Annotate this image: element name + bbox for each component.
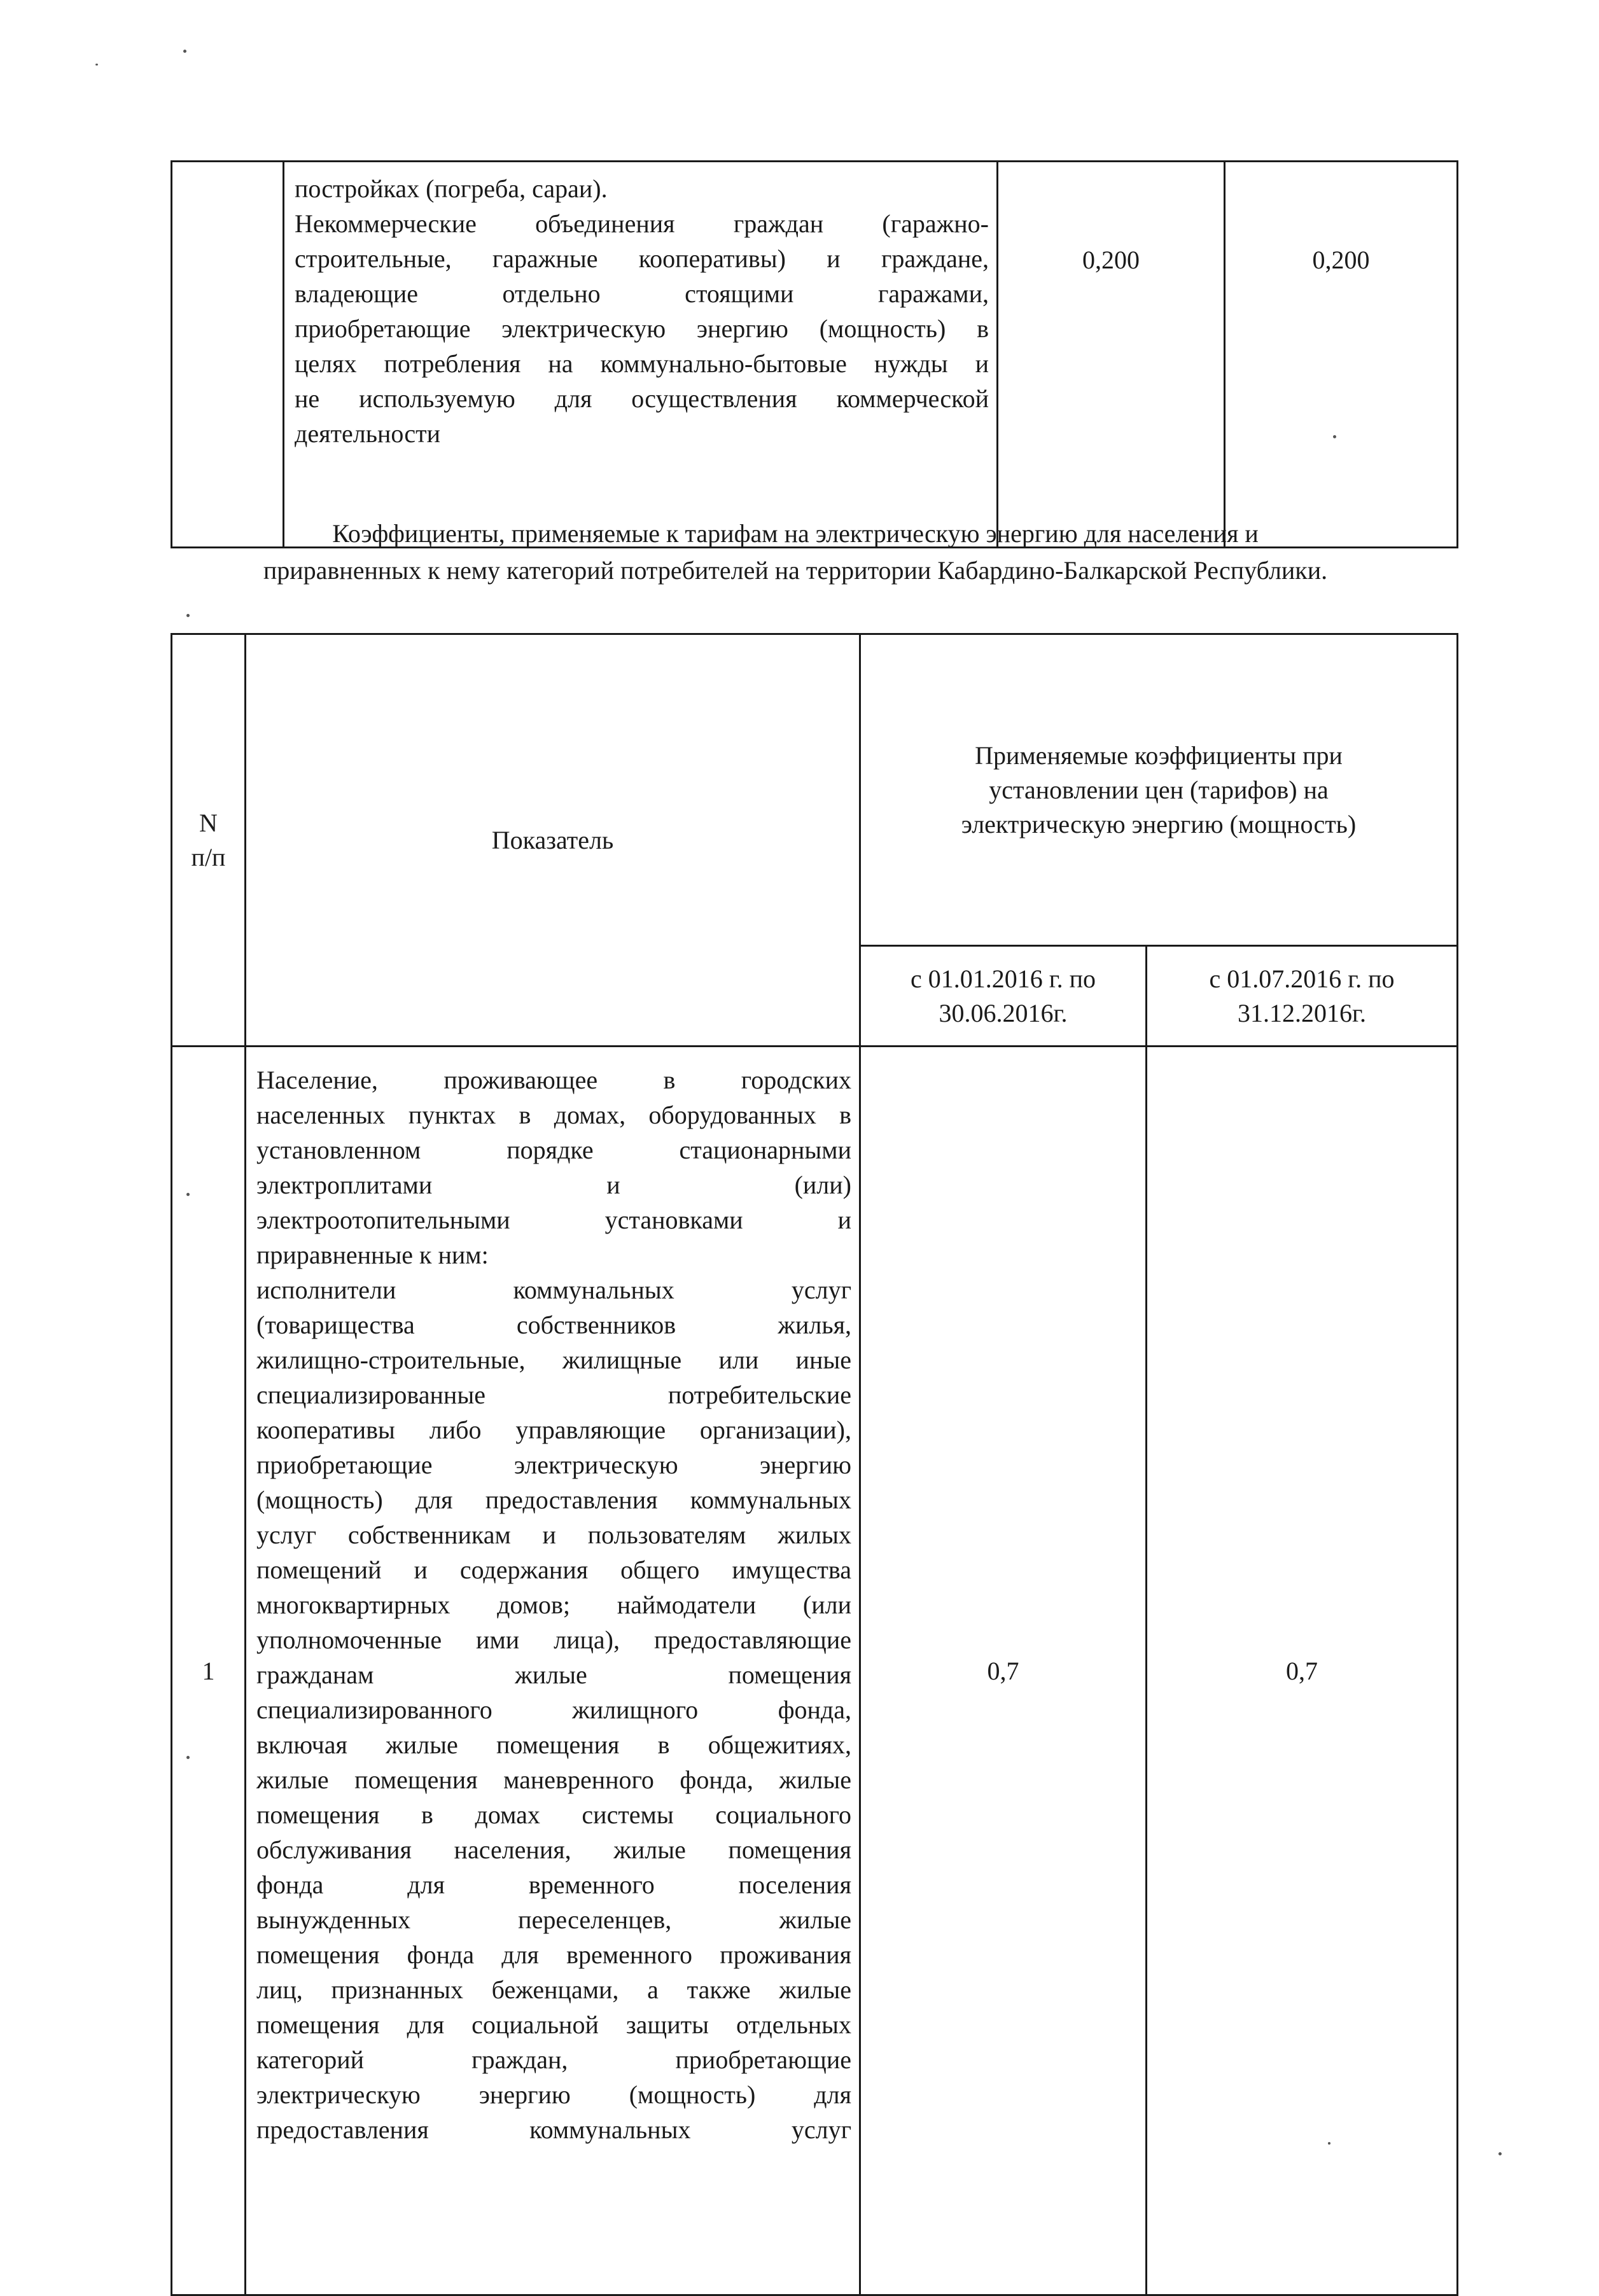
heading-line: Коэффициенты, применяемые к тарифам на электрическую энергию для населения и	[332, 519, 1259, 548]
text-line: (товарищества собственников жилья,	[256, 1311, 851, 1339]
table-row	[172, 1047, 1458, 2295]
header-period-1	[860, 946, 1147, 1047]
coefficients-table	[171, 633, 1458, 2296]
header-coefficients-line: установлении цен (тарифов) на	[989, 775, 1329, 804]
text-line: электроотопительными установками и	[256, 1206, 851, 1234]
header-number-line: п/п	[191, 842, 226, 872]
header-period-line: 31.12.2016г.	[1238, 998, 1366, 1027]
header-indicator: Показатель	[246, 634, 860, 1047]
text-line: категорий граждан, приобретающие	[256, 2045, 851, 2074]
text-line: специализированные потребительские	[256, 1381, 851, 1409]
text-line: помещения в домах системы социального	[256, 1800, 851, 1829]
text-line: вынужденных переселенцев, жилые	[256, 1905, 851, 1934]
header-period-line: с 01.07.2016 г. по	[1209, 964, 1395, 993]
table-row	[172, 162, 1458, 548]
text-line: строительные, гаражные кооперативы) и граждане,	[295, 244, 989, 273]
text-line: многоквартирных домов; наймодатели (или	[256, 1590, 851, 1619]
text-line: приобретающие электрическую энергию (мощность) в	[295, 314, 989, 343]
text-line: целях потребления на коммунально-бытовые нужды и	[295, 349, 989, 378]
text-line: уполномоченные ими лица), предоставляющие	[256, 1625, 851, 1654]
text-line: электрическую энергию (мощность) для	[256, 2080, 851, 2109]
number-cell	[172, 162, 284, 548]
text-line: помещения для социальной защиты отдельных	[256, 2010, 851, 2039]
text-line: гражданам жилые помещения	[256, 1660, 851, 1689]
text-line: электроплитами и (или)	[256, 1171, 851, 1199]
value-cell: 0,200	[1225, 162, 1458, 548]
text-line: предоставления коммунальных услуг	[256, 2115, 851, 2144]
heading-line: приравненных к нему категорий потребителей на территории Кабардино-Балкарской Республики.	[263, 556, 1328, 585]
value-cell: 0,7	[1147, 1047, 1458, 2295]
value-cell: 0,200	[998, 162, 1225, 548]
text-line: не используемую для осуществления коммерческой	[295, 384, 989, 413]
scan-speck	[95, 64, 98, 66]
header-number-line: N	[199, 808, 218, 837]
header-coefficients-line: Применяемые коэффициенты при	[975, 741, 1343, 770]
text-line: фонда для временного поселения	[256, 1870, 851, 1899]
value-cell: 0,7	[860, 1047, 1147, 2295]
text-line: услуг собственникам и пользователям жилых	[256, 1520, 851, 1549]
text-line: специализированного жилищного фонда,	[256, 1695, 851, 1724]
text-line: жилые помещения маневренного фонда, жилые	[256, 1765, 851, 1794]
header-period-line: 30.06.2016г.	[939, 998, 1068, 1027]
indicator-text	[246, 1047, 859, 2147]
text-line: обслуживания населения, жилые помещения	[256, 1835, 851, 1864]
text-line: Некоммерческие объединения граждан (гаражно-	[295, 209, 989, 238]
row-number: 1	[172, 1047, 246, 2295]
text-line: владеющие отдельно стоящими гаражами,	[295, 279, 989, 308]
text-line: помещений и содержания общего имущества	[256, 1555, 851, 1584]
text-line: (мощность) для предоставления коммунальных	[256, 1485, 851, 1514]
header-row	[172, 634, 1458, 946]
text-line: приобретающие электрическую энергию	[256, 1451, 851, 1479]
text-line: Население, проживающее в городских	[256, 1066, 851, 1094]
indicator-cell	[246, 1047, 860, 2295]
header-period-2	[1147, 946, 1458, 1047]
text-line: деятельности	[295, 419, 440, 448]
text-line: кооперативы либо управляющие организации),	[256, 1416, 851, 1444]
header-coefficients-line: электрическую энергию (мощность)	[961, 809, 1357, 838]
text-line: помещения фонда для временного проживания	[256, 1940, 851, 1969]
section-heading	[127, 515, 1463, 589]
scan-speck	[183, 50, 186, 53]
continuation-table	[171, 160, 1458, 548]
scan-speck	[186, 614, 190, 617]
text-line: лиц, признанных беженцами, а также жилые	[256, 1975, 851, 2004]
indicator-text	[284, 162, 996, 451]
text-line: установленном порядке стационарными	[256, 1136, 851, 1164]
header-period-line: с 01.01.2016 г. по	[910, 964, 1096, 993]
text-line: исполнители коммунальных услуг	[256, 1276, 851, 1304]
header-coefficients	[860, 634, 1458, 946]
text-line: включая жилые помещения в общежитиях,	[256, 1730, 851, 1759]
indicator-cell	[284, 162, 998, 548]
text-line: жилищно-строительные, жилищные или иные	[256, 1346, 851, 1374]
text-line: населенных пунктах в домах, оборудованных в	[256, 1101, 851, 1129]
header-number	[172, 634, 246, 1047]
scan-speck	[1498, 2152, 1502, 2155]
text-line: приравненные к ним:	[256, 1241, 489, 1269]
text-line: постройках (погреба, сараи).	[295, 174, 608, 203]
